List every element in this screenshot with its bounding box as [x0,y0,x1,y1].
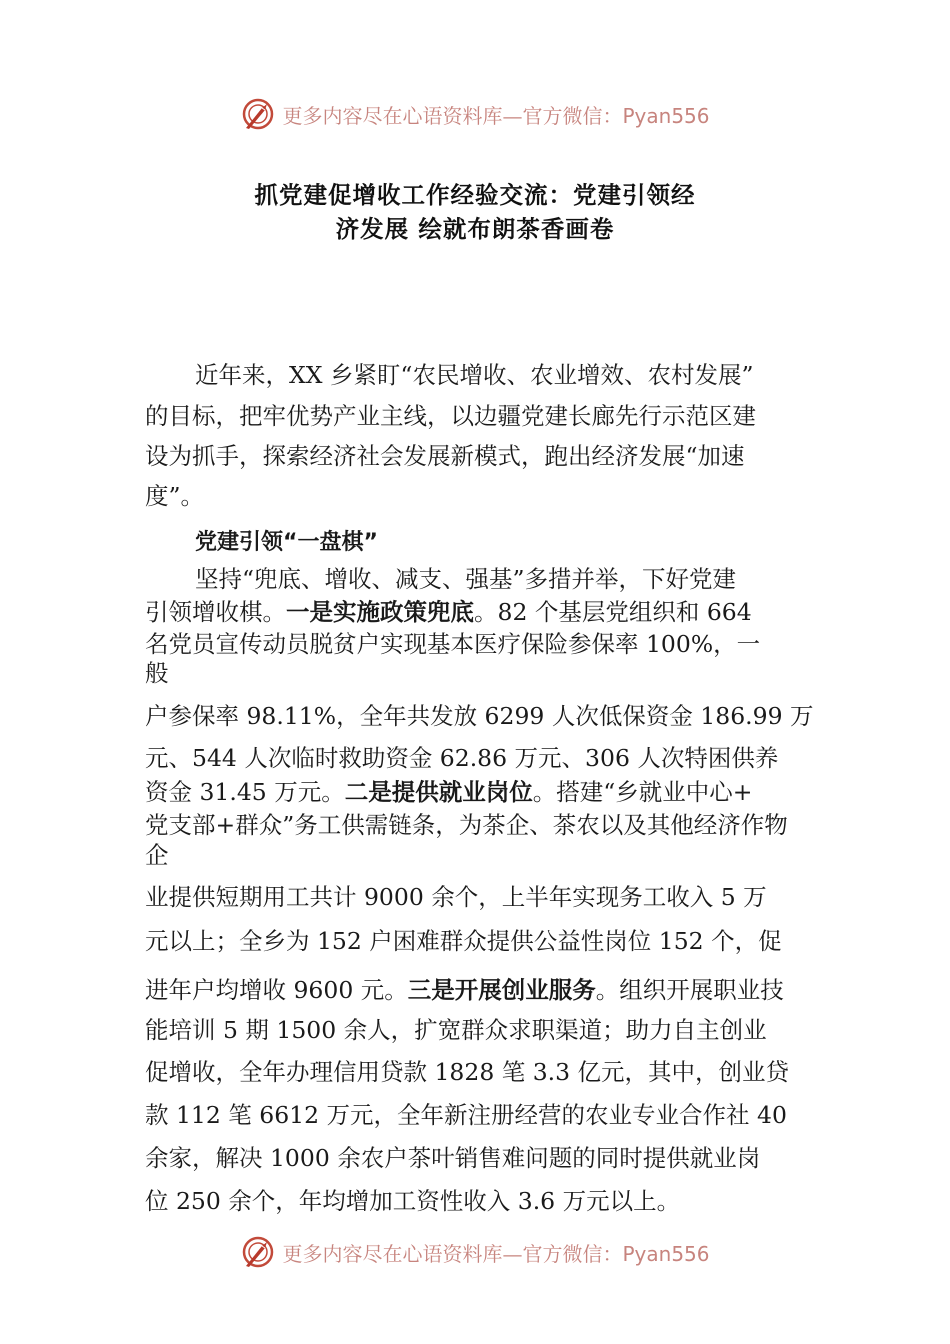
body-line: 名党员宣传动员脱贫户实现基本医疗保险参保率 100%，一 [145,630,761,658]
body-line: 位 250 余个，年均增加工资性收入 3.6 万元以上。 [145,1187,681,1215]
body-line [145,595,752,629]
bold-point-3: 三是开展创业服务 [407,976,596,1004]
bold-point-2: 二是提供就业岗位 [344,778,533,806]
intro-line: 近年来，XX 乡紧盯“农民增收、农业增效、农村发展” [195,361,754,389]
body-line: 促增收，全年办理信用贷款 1828 笔 3.3 亿元，其中，创业贷 [145,1058,790,1086]
body-line: 余家，解决 1000 余农户茶叶销售难问题的同时提供就业岗 [145,1144,761,1172]
watermark-wechat-id: Pyan556 [622,103,710,128]
body-line: 户参保率 98.11%，全年共发放 6299 人次低保资金 186.99 万 [145,702,814,730]
watermark-text [282,1238,709,1267]
body-line: 元、544 人次临时救助资金 62.86 万元、306 人次特困供养 [145,744,779,772]
body-text: 进年户均增收 9600 元。 [145,976,408,1004]
pen-logo-icon [240,96,276,132]
body-text: 。组织开展职业技 [595,976,784,1004]
body-line: 坚持“兜底、增收、减支、强基”多措并举，下好党建 [195,565,737,593]
body-line: 能培训 5 期 1500 余人，扩宽群众求职渠道；助力自主创业 [145,1016,767,1044]
intro-line: 设为抓手，探索经济社会发展新模式，跑出经济发展“加速 [145,442,745,470]
body-line: 业提供短期用工共计 9000 余个，上半年实现务工收入 5 万 [145,883,767,911]
intro-line: 的目标，把牢优势产业主线，以边疆党建长廊先行示范区建 [145,402,756,430]
body-line: 元以上；全乡为 152 户困难群众提供公益性岗位 152 个，促 [145,927,782,955]
bold-point-1: 一是实施政策兜底 [286,598,474,626]
document-title [140,178,810,246]
body-line: 党支部+群众”务工供需链条，为茶企、茶农以及其他经济作物 [145,811,788,839]
watermark-label: 更多内容尽在心语资料库—官方微信： [282,103,623,128]
body-line: 款 112 笔 6612 万元，全年新注册经营的农业专业合作社 40 [145,1101,787,1129]
body-text: 。82 个基层党组织和 664 [474,598,752,626]
watermark-banner-bottom [0,1232,950,1272]
body-line [145,775,752,809]
watermark-label: 更多内容尽在心语资料库—官方微信： [282,1241,623,1266]
section-heading: 党建引领“一盘棋” [195,530,378,555]
watermark-text [282,100,709,129]
intro-line: 度”。 [145,482,205,510]
body-text: 引领增收棋。 [145,598,286,626]
body-text: 。搭建“乡就业中心+ [532,778,753,806]
body-line [145,973,784,1007]
pen-logo-icon [240,1234,276,1270]
watermark-banner-top [0,94,950,134]
body-line: 企 [145,841,169,869]
watermark-wechat-id: Pyan556 [622,1241,710,1266]
body-text: 资金 31.45 万元。 [145,778,345,806]
title-line-1: 抓党建促增收工作经验交流：党建引领经 [254,181,696,209]
body-line: 般 [145,659,169,687]
title-line-2: 济发展 绘就布朗茶香画卷 [335,215,615,243]
